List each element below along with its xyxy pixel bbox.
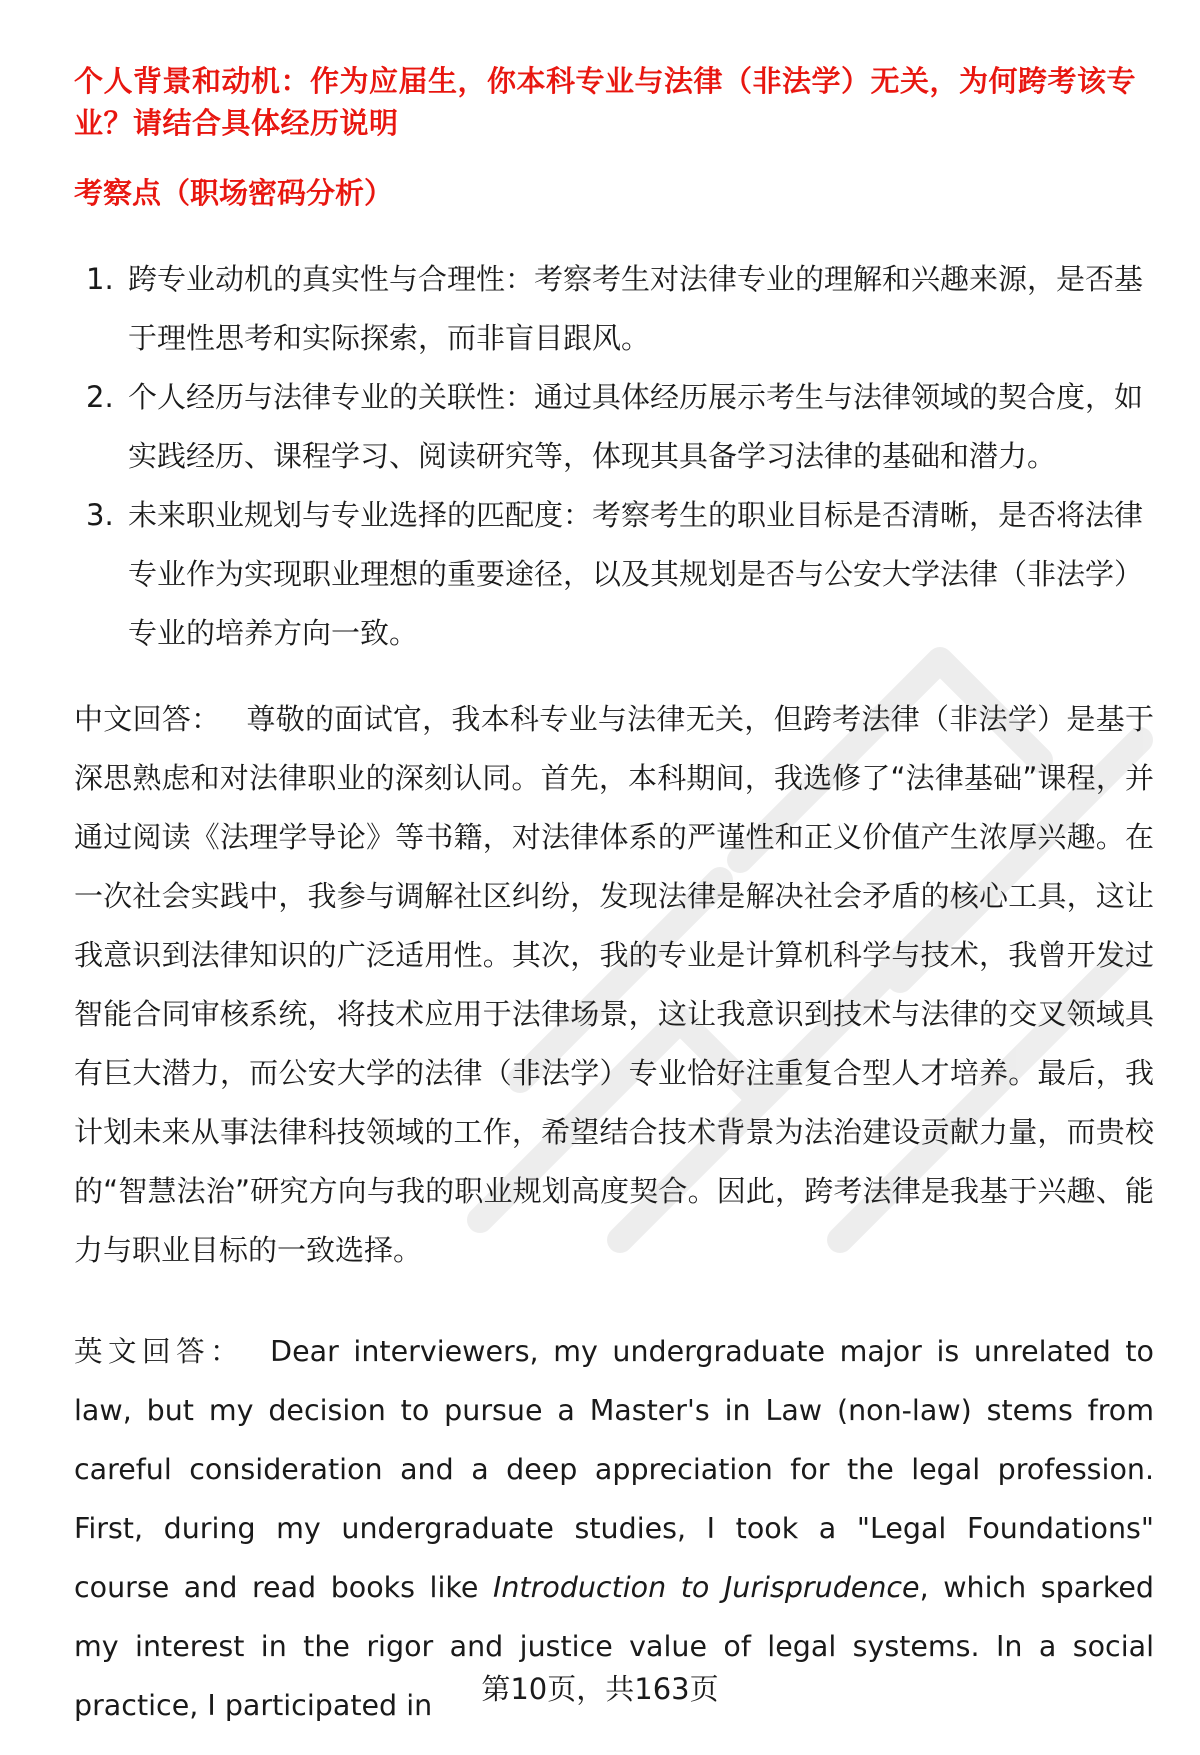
- section-title: 考察点（职场密码分析）: [74, 176, 394, 210]
- book-title: Introduction to Jurisprudence: [492, 1571, 920, 1604]
- page-number-footer: 第10页，共163页: [481, 1672, 719, 1706]
- list-item: [74, 250, 1154, 368]
- list-item: [74, 368, 1154, 486]
- question-heading: 个人背景和动机：作为应届生，你本科专业与法律（非法学）无关，为何跨考该专业？请结合具体经历说明: [74, 64, 1137, 140]
- list-item-text: 个人经历与法律专业的关联性：通过具体经历展示考生与法律领域的契合度，如实践经历、课程学习、阅读研究等，体现其具备学习法律的基础和潜力。: [128, 380, 1144, 473]
- english-answer-text-start: Dear interviewers, my undergraduate major is unrelated to law, but my decision to pursue a Master's in Law (non-law) stems from careful consideration and a deep appreciation for the legal profession. First, during my undergraduate studies, I took a "Legal Foundations" course and read books like: [74, 1335, 1154, 1604]
- list-item: [74, 486, 1154, 663]
- list-item-text: 跨专业动机的真实性与合理性：考察考生对法律专业的理解和兴趣来源，是否基于理性思考和实际探索，而非盲目跟风。: [128, 262, 1144, 355]
- chinese-answer: [74, 690, 1154, 1280]
- list-item-number: 2.: [86, 380, 114, 414]
- list-item-number: 3.: [86, 498, 114, 532]
- assessment-points-list: [74, 250, 1154, 663]
- list-item-text: 未来职业规划与专业选择的匹配度：考察考生的职业目标是否清晰，是否将法律专业作为实现职业理想的重要途径，以及其规划是否与公安大学法律（非法学）专业的培养方向一致。: [128, 498, 1144, 650]
- list-item-number: 1.: [86, 262, 114, 296]
- chinese-answer-text: 尊敬的面试官，我本科专业与法律无关，但跨考法律（非法学）是基于深思熟虑和对法律职业的深刻认同。首先，本科期间，我选修了“法律基础”课程，并通过阅读《法理学导论》等书籍，对法律体系的严谨性和正义价值产生浓厚兴趣。在一次社会实践中，我参与调解社区纠纷，发现法律是解决社会矛盾的核心工具，这让我意识到法律知识的广泛适用性。其次，我的专业是计算机科学与技术，我曾开发过智能合同审核系统，将技术应用于法律场景，这让我意识到技术与法律的交叉领域具有巨大潜力，而公安大学的法律（非法学）专业恰好注重复合型人才培养。最后，我计划未来从事法律科技领域的工作，希望结合技术背景为法治建设贡献力量，而贵校的“智慧法治”研究方向与我的职业规划高度契合。因此，跨考法律是我基于兴趣、能力与职业目标的一致选择。: [74, 702, 1154, 1267]
- chinese-answer-label: 中文回答：: [74, 702, 221, 736]
- english-answer-text-end: , which sparked my interest in the rigor and justice value of legal systems. In a social practice, I participated in: [74, 1571, 1154, 1722]
- english-answer-label: 英文回答：: [74, 1335, 245, 1368]
